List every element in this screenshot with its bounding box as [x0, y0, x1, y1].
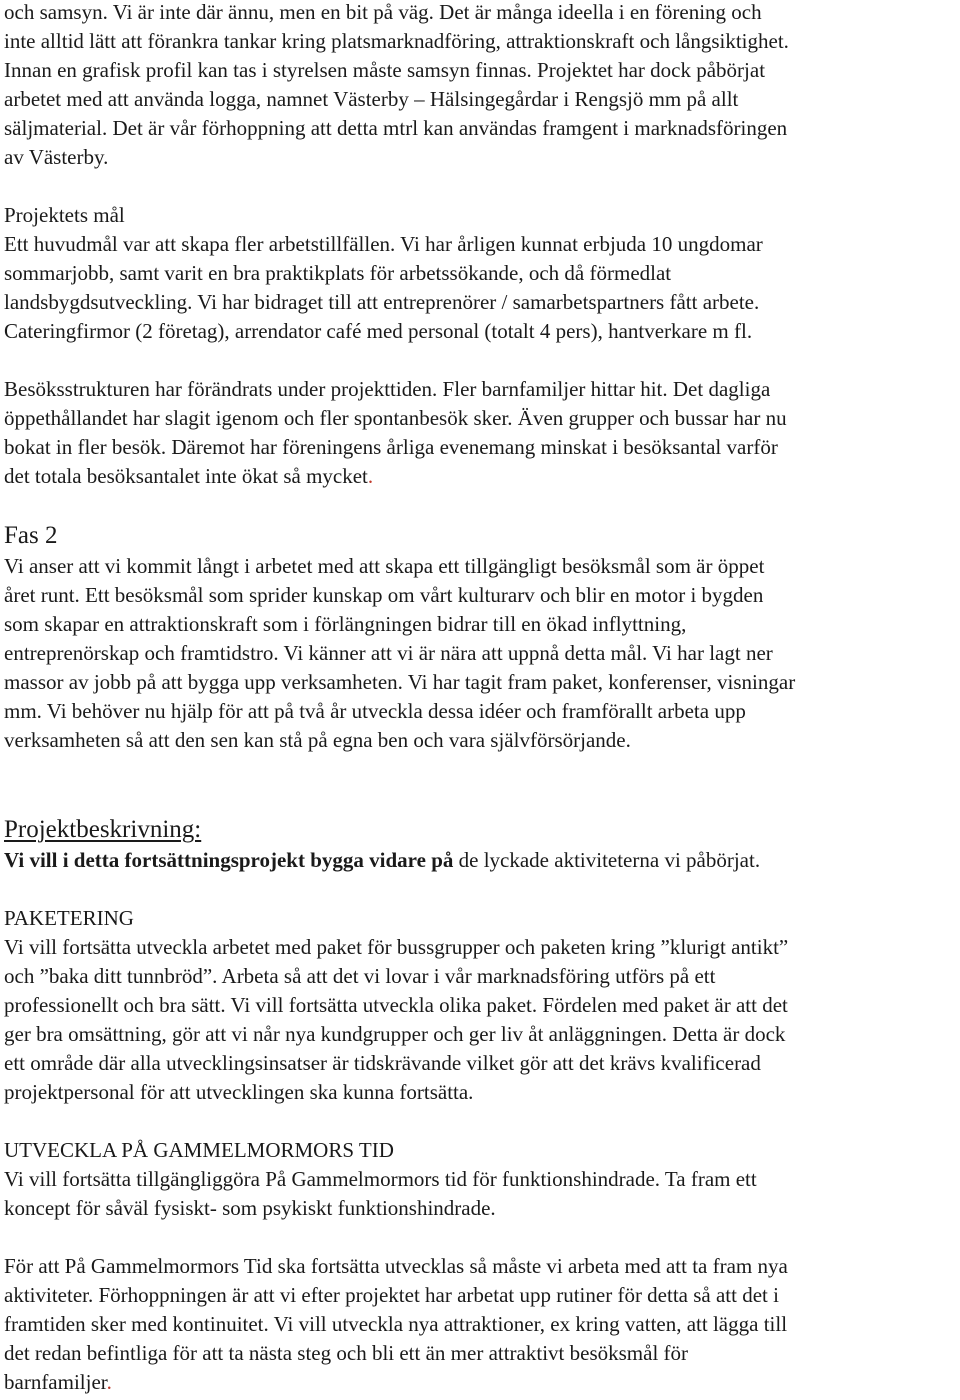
paragraph-line: mm. Vi behöver nu hjälp för att på två år utveckla dessa idéer och framförallt arbeta upp — [4, 699, 746, 723]
paragraph-line: Ett huvudmål var att skapa fler arbetstillfällen. Vi har årligen kunnat erbjuda 10 ungdomar — [4, 232, 763, 256]
paragraph-line: koncept för såväl fysiskt- som psykiskt funktionshindrade. — [4, 1196, 496, 1220]
paragraph-line: Vi vill fortsätta tillgängliggöra På Gammelmormors tid för funktionshindrade. Ta fram ett — [4, 1167, 757, 1191]
paragraph-line — [4, 462, 373, 491]
paragraph-line: aktiviteter. Förhoppningen är att vi efter projektet har arbetat upp rutiner för detta så att det i — [4, 1283, 779, 1307]
paragraph-line: som skapar en attraktionskraft som i förlängningen bidrar till en ökad inflyttning, — [4, 612, 687, 636]
paragraph-line: framtiden sker med kontinuitet. Vi vill utveckla nya attraktioner, ex kring vatten, att lägga till — [4, 1312, 788, 1336]
paragraph-text: barnfamiljer — [4, 1370, 107, 1394]
red-period: . — [367, 464, 374, 488]
paragraph-line: året runt. Ett besöksmål som sprider kunskap om vårt kulturarv och blir en motor i bygden — [4, 583, 764, 607]
paragraph-line: det redan befintliga för att ta nästa steg och bli ett än mer attraktivt besöksmål för — [4, 1341, 689, 1365]
paragraph-line: öppethållandet har slagit igenom och fler spontanbesök sker. Även grupper och bussar har nu — [4, 406, 787, 430]
red-period: . — [106, 1370, 112, 1394]
paragraph-line: inte alltid lätt att förankra tankar kring platsmarknadföring, attraktionskraft och långsiktighet. — [4, 29, 789, 53]
paragraph-line: entreprenörskap och framtidstro. Vi känner att vi är nära att uppnå detta mål. Vi har lagt ner — [4, 641, 773, 665]
paragraph-line: För att På Gammelmormors Tid ska fortsätta utvecklas så måste vi arbeta med att ta fram nya — [4, 1254, 788, 1278]
paragraph-line: och ”baka ditt tunnbröd”. Arbeta så att det vi lovar i vår marknadsföring utförs på ett — [4, 964, 716, 988]
paragraph-line: ett område där alla utvecklingsinsatser är tidskrävande vilket gör att det krävs kvalificerad — [4, 1051, 761, 1075]
paragraph-line: bokat in fler besök. Däremot har föreningens årliga evenemang minskat i besöksantal varför — [4, 435, 778, 459]
section-heading-paketering: PAKETERING — [4, 906, 134, 930]
paragraph-line: arbetet med att använda logga, namnet Västerby – Hälsingegårdar i Rengsjö mm på allt — [4, 87, 739, 111]
paragraph-line: sommarjobb, samt varit en bra praktikplats för arbetssökande, och då förmedlat — [4, 261, 672, 285]
paragraph-line: av Västerby. — [4, 145, 109, 169]
paragraph-line: Cateringfirmor (2 företag), arrendator café med personal (totalt 4 pers), hantverkare m fl. — [4, 319, 753, 343]
paragraph-line — [4, 846, 760, 875]
paragraph-line: Besöksstrukturen har förändrats under projekttiden. Fler barnfamiljer hittar hit. Det dagliga — [4, 377, 771, 401]
paragraph-line: professionellt och bra sätt. Vi vill fortsätta utveckla olika paket. Fördelen med paket är att det — [4, 993, 788, 1017]
paragraph-line: Innan en grafisk profil kan tas i styrelsen måste samsyn finnas. Projektet har dock påbörjat — [4, 58, 766, 82]
paragraph-text: det totala besöksantalet inte ökat så mycket — [4, 464, 368, 488]
paragraph-line: ger bra omsättning, gör att vi når nya kundgrupper och ger liv åt anläggningen. Detta är dock — [4, 1022, 786, 1046]
section-heading-projektets-mal: Projektets mål — [4, 203, 125, 227]
paragraph-line: säljmaterial. Det är vår förhoppning att detta mtrl kan användas framgent i marknadsföringen — [4, 116, 788, 140]
paragraph-line: projektpersonal för att utvecklingen ska kunna fortsätta. — [4, 1080, 474, 1104]
section-heading-projektbeskrivning: Projektbeskrivning: — [4, 816, 202, 843]
paragraph-line: Vi anser att vi kommit långt i arbetet med att skapa ett tillgängligt besöksmål som är öppet — [4, 554, 765, 578]
paragraph-line: verksamheten så att den sen kan stå på egna ben och vara självförsörjande. — [4, 728, 631, 752]
paragraph-line: Vi vill fortsätta utveckla arbetet med paket för bussgrupper och paketen kring ”klurigt antikt” — [4, 935, 789, 959]
intro-bold-text: Vi vill i detta fortsättningsprojekt bygga vidare på — [4, 848, 454, 872]
paragraph-line: massor av jobb på att bygga upp verksamheten. Vi har tagit fram paket, konferenser, visningar — [4, 670, 796, 694]
paragraph-line — [4, 1368, 112, 1397]
section-heading-fas-2: Fas 2 — [4, 522, 58, 549]
paragraph-line: och samsyn. Vi är inte där ännu, men en bit på väg. Det är många ideella i en förening och — [4, 0, 762, 24]
paragraph-text: de lyckade aktiviteterna vi påbörjat. — [453, 848, 761, 872]
section-heading-utveckla: UTVECKLA PÅ GAMMELMORMORS TID — [4, 1138, 394, 1162]
paragraph-line: landsbygdsutveckling. Vi har bidraget till att entreprenörer / samarbetspartners fått arbete. — [4, 290, 760, 314]
